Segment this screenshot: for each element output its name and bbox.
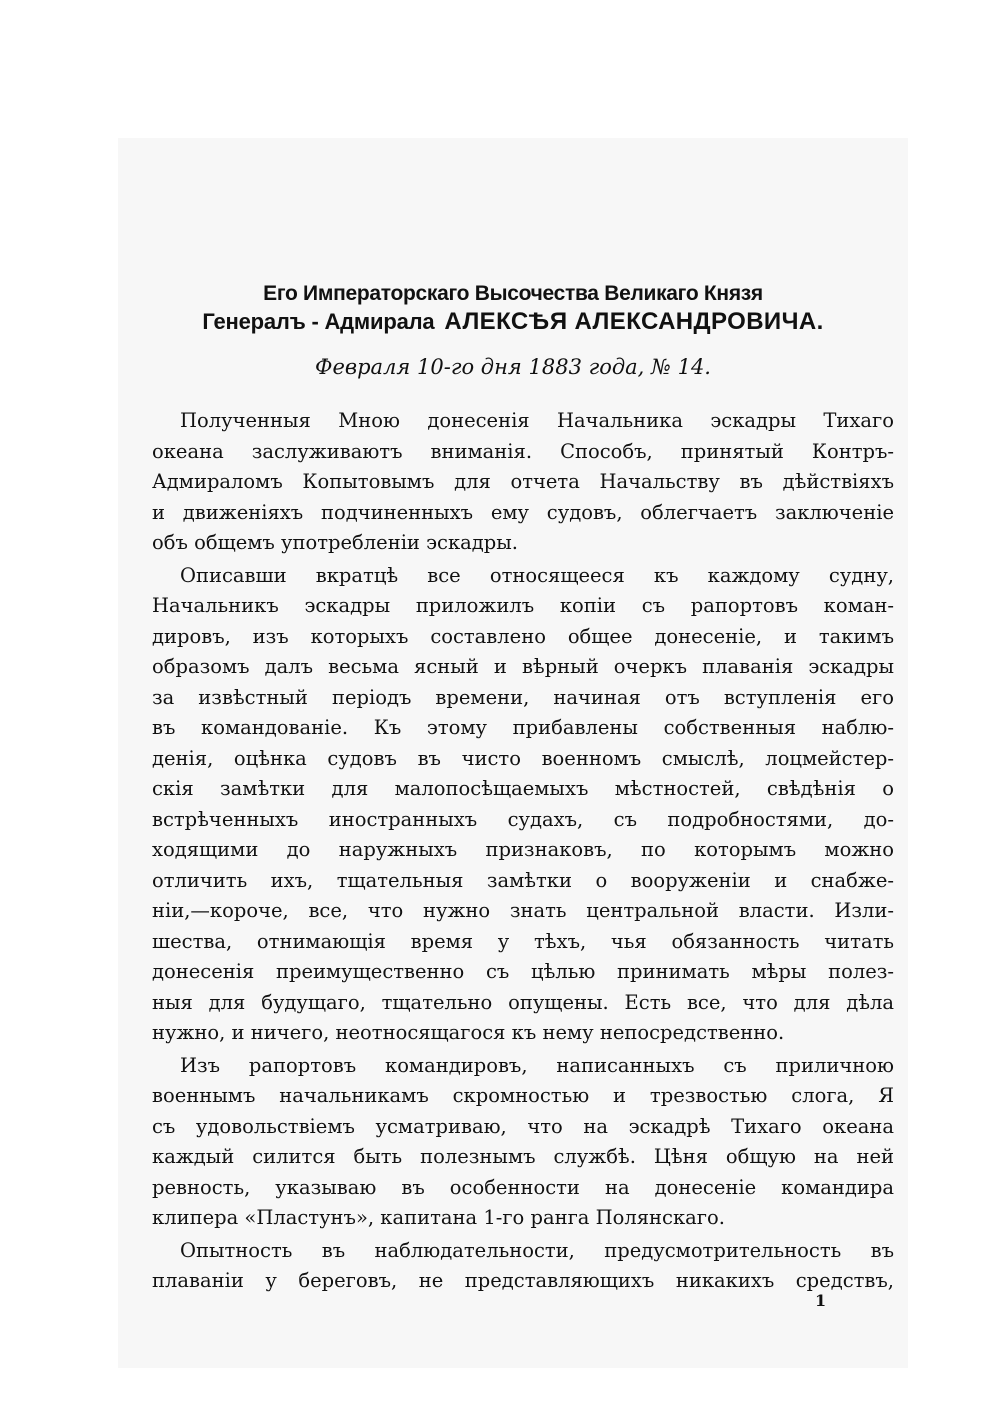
body-text-line: дировъ, изъ которыхъ составлено общее донесеніе, и такимъ — [152, 624, 894, 648]
body-text-line: денія, оцѣнка судовъ въ чисто военномъ смыслѣ, лоцмейстер- — [152, 746, 894, 770]
body-text-line: Полученныя Мною донесенія Начальника эскадры Тихаго — [180, 409, 894, 432]
order-dateline: Февраля 10-го дня 1883 года, № 14. — [315, 355, 711, 379]
body-text-line: Описавши вкратцѣ все относящееся къ каждому судну, — [180, 563, 894, 587]
body-text-line: каждый силится быть полезнымъ службѣ. Цѣня общую на ней — [152, 1145, 894, 1168]
heading-grand-duke-name: АЛЕКСѢЯ АЛЕКСАНДРОВИЧА. — [444, 308, 824, 335]
body-text-line: скія замѣтки для малопосѣщаемыхъ мѣстностей, свѣдѣнія о — [152, 777, 894, 800]
body-text-line: въ командованіе. Къ этому прибавлены собственныя наблю- — [152, 716, 894, 739]
body-text-line: съ удовольствіемъ усматриваю, что на эскадрѣ Тихаго океана — [152, 1114, 894, 1138]
heading-title-line-2 — [118, 308, 908, 336]
body-text-line: ревность, указываю въ особенности на донесеніе командира — [152, 1175, 894, 1199]
heading-title-line-1: Его Императорскаго Высочества Великаго Князя — [263, 282, 763, 305]
body-text-line: за извѣстный періодъ времени, начиная отъ вступленія его — [152, 685, 894, 709]
body-text-line: объ общемъ употребленіи эскадры. — [152, 531, 518, 554]
body-text-line: клипера «Пластунъ», капитана 1-го ранга Полянскаго. — [152, 1206, 725, 1229]
body-text-line: военнымъ начальникамъ скромностью и трезвостью слога, Я — [152, 1084, 894, 1107]
page-number: 1 — [815, 1291, 827, 1310]
heading-rank: Генералъ - Адмирала — [202, 309, 435, 334]
body-text-line: нужно, и ничего, неотносящагося къ нему непосредственно. — [152, 1021, 785, 1044]
body-text-line: Изъ рапортовъ командировъ, написанныхъ съ приличною — [180, 1053, 894, 1077]
body-text-line: Опытность въ наблюдательности, предусмотрительность въ — [180, 1238, 894, 1262]
body-text-line: и движеніяхъ подчиненныхъ ему судовъ, облегчаетъ заключеніе — [152, 500, 894, 524]
body-text-line: Адмираломъ Копытовымъ для отчета Начальству въ дѣйствіяхъ — [152, 470, 894, 493]
body-text-line: ніи,—короче, все, что нужно знать центральной власти. Изли- — [152, 899, 894, 922]
body-text-line: донесенія преимущественно съ цѣлью принимать мѣры полез- — [152, 960, 894, 983]
body-text-line: ныя для будущаго, тщательно опущены. Есть все, что для дѣла — [152, 990, 894, 1014]
body-text-line: Начальникъ эскадры приложилъ копіи съ рапортовъ коман- — [152, 594, 894, 617]
body-text-line: образомъ далъ весьма ясный и вѣрный очеркъ плаванія эскадры — [152, 655, 894, 678]
body-text-line: шества, отнимающія время у тѣхъ, чья обязанность читать — [152, 929, 894, 953]
body-text-line: плаваніи у береговъ, не представляющихъ никакихъ средствъ, — [152, 1269, 894, 1292]
body-text-line: встрѣченныхъ иностранныхъ судахъ, съ подробностями, до- — [152, 807, 894, 831]
body-text-line: ходящими до наружныхъ признаковъ, по которымъ можно — [152, 838, 894, 861]
body-text-line: океана заслуживаютъ вниманія. Способъ, принятый Контръ- — [152, 439, 894, 463]
body-text-line: отличить ихъ, тщательныя замѣтки о вооруженіи и снабже- — [152, 868, 894, 892]
